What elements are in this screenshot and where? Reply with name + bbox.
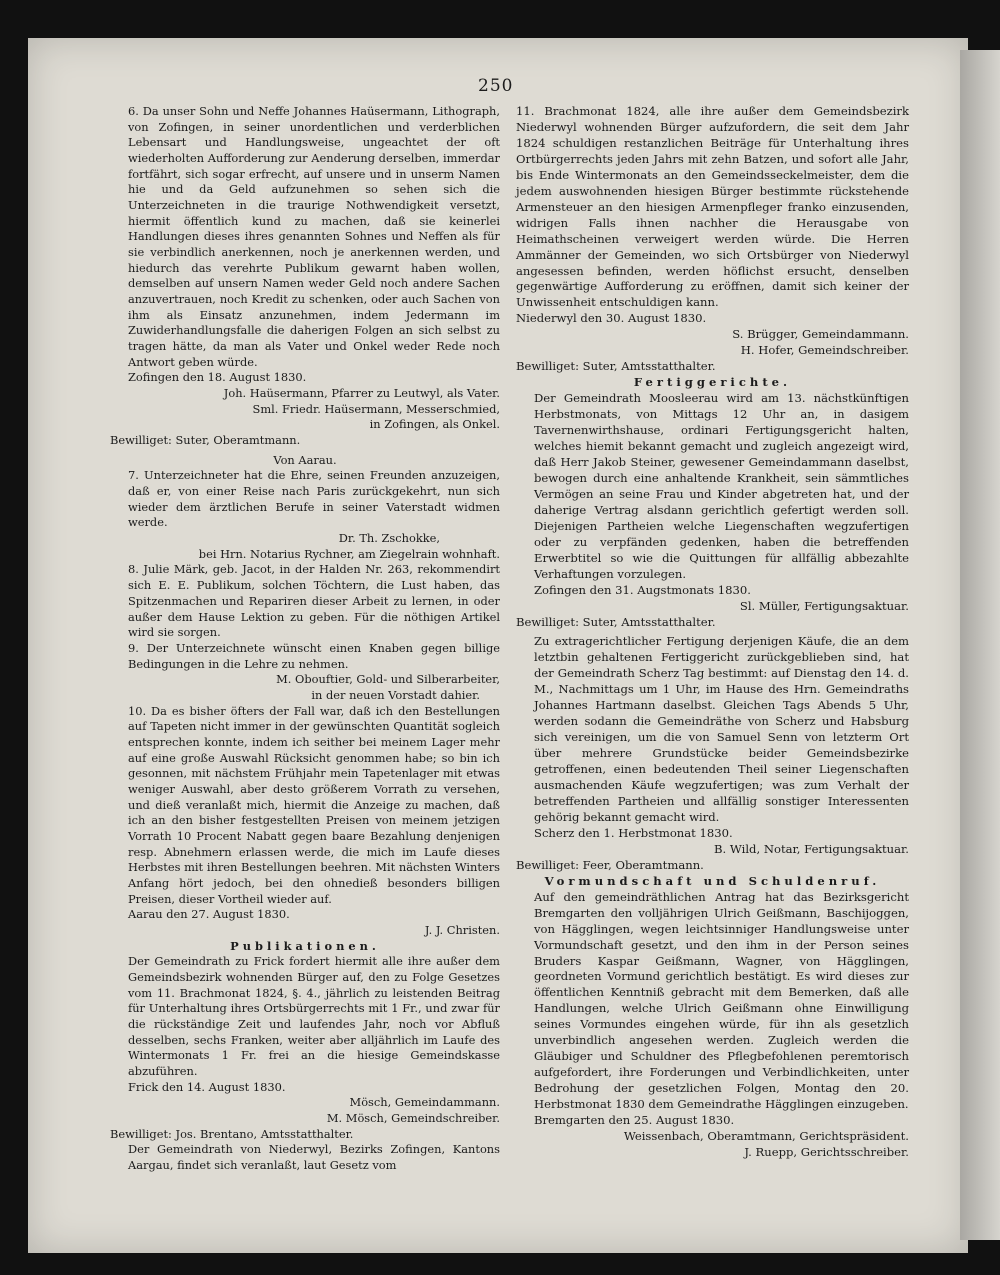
notice-7: 7. Unterzeichneter hat die Ehre, seinen Freunden anzuzeigen, daß er, von einer Reise nach Paris zurückgekehrt, nun sich wieder dem ärztlichen Berufe in seiner Vaterstadt widmen werde. — [128, 468, 500, 530]
section-von-aarau: Von Aarau. — [273, 452, 337, 467]
page-number: 250 — [478, 76, 514, 96]
notice-8: 8. Julie Märk, geb. Jacot, in der Halden Nr. 263, rekommendirt sich E. E. Publikum, solchen Töchtern, die Lust haben, das Spitzenmachen und Repariren dieser Arbeit zu lernen, in oder außer dem Hause Lektion zu geben. Für die nöthigen Artikel wird sie sorgen. — [128, 562, 500, 640]
fertiggericht-moosleerau: Der Gemeindrath Moosleerau wird am 13. nächstkünftigen Herbstmonats, von Mittags 12 Uhr an, in dasigem Tavernenwirthshause, ordinari Fertigungsgericht halten, welches hiemit bekannt gemacht und zugleich angezeigt wird, daß Herr Jakob Steiner, gewesener Gemeindammann daselbst, bewogen durch eine anhaltende Krankheit, sein sämmtliches Vermögen an seine Frau und Kinder abgetreten hat, und der daherige Vertrag alsdann gerichtlich gefertigt werden soll. Diejenigen Partheien welche Liegenschaften wegzufertigen oder zu verpfänden gedenken, haben die betreffenden Erwerbtitel so wie die Quittungen für allfällig abbezahlte Verhaftungen vorzulegen. — [534, 391, 909, 581]
publication-frick-signature-1: Mösch, Gemeindammann. — [349, 1095, 500, 1110]
notice-6: 6. Da unser Sohn und Neffe Johannes Haüsermann, Lithograph, von Zofingen, in seiner unordentlichen und verderblichen Lebensart und Handlungsweise, ungeachtet der oft wiederholten Aufforderung zur Aenderung derselben, immerdar fortfährt, sich sogar erfrecht, auf unsere und in unserm Namen hie und da Geld aufzunehmen so sehen sich die Unterzeichneten in die traurige Nothwendigkeit versetzt, hiermit öffentlich kund zu machen, daß sie keinerlei Handlungen dieses ihres genannten Sohnes und Neffen als für sie verbindlich anerkennen, noch je anerkennen werden, und hiedurch das verehrte Publikum gewarnt haben wollen, demselben auf unsern Namen weder Geld noch andere Sachen anzuvertrauen, noch Kredit zu schenken, oder auch Sachen von ihm als Einsatz anzunehmen, indem Jedermann im Zuwiderhandlungsfalle die daherigen Folgen an sich selbst zu tragen hätte, da man als Vater und Onkel weder Rede noch Antwort geben würde. — [128, 104, 500, 369]
vormundschaft-signature-2: J. Ruepp, Gerichtsschreiber. — [744, 1144, 909, 1159]
publication-niederwyl-approval: Bewilliget: Suter, Amtsstatthalter. — [516, 359, 716, 374]
notice-6-date: Zofingen den 18. August 1830. — [128, 370, 307, 385]
publication-niederwyl-start: Der Gemeindrath von Niederwyl, Bezirks Zofingen, Kantons Aargau, findet sich veranlaßt, laut Gesetz vom — [128, 1142, 500, 1173]
notice-6-signature-1: Joh. Haüsermann, Pfarrer zu Leutwyl, als Vater. — [223, 386, 500, 401]
notice-7-signature-1: Dr. Th. Zschokke, — [338, 531, 440, 546]
notice-6-signature-2: Sml. Friedr. Haüsermann, Messerschmied, — [252, 401, 500, 416]
publication-niederwyl-signature-2: H. Hofer, Gemeindschreiber. — [740, 343, 909, 358]
vormundschaft-heading: Vormundschaft und Schuldenruf. — [544, 873, 881, 888]
fertiggericht-moosleerau-date: Zofingen den 31. Augstmonats 1830. — [534, 582, 751, 597]
fertiggerichte-heading: Fertiggerichte. — [633, 375, 792, 390]
notice-7-signature-2: bei Hrn. Notarius Rychner, am Ziegelrain wohnhaft. — [198, 546, 500, 561]
fertiggericht-scherz: Zu extragerichtlicher Fertigung derjenigen Käufe, die an dem letztbin gehaltenen Fertiggericht zurückgeblieben sind, hat der Gemeindrath Scherz Tag bestimmt: auf Dienstag den 14. d. M., Nachmittags um 1 Uhr, im Hause des Hrn. Gemeindraths Johannes Hartmann daselbst. Gleichen Tags Abends 5 Uhr, werden sodann die Gemeindräthe von Scherz und Habsburg sich vereinigen, um die von Samuel Senn von letzterm Ort über mehrere Grundstücke beider Gemeindsbezirke getroffenen, einen bedeutenden Theil seiner Liegenschaften ausmachenden Käufe wegzufertigen; was zum Verhalt der betreffenden Partheien und allfällig sonstiger Interessenten gehörig bekannt gemacht wird. — [534, 634, 909, 824]
right-column — [516, 104, 909, 1161]
publication-frick-signature-2: M. Mösch, Gemeindschreiber. — [326, 1111, 500, 1125]
notice-10: 10. Da es bisher öfters der Fall war, daß ich den Bestellungen auf Tapeten nicht immer in der gewünschten Quantität sogleich entsprechen konnte, indem ich seither bei meinem Lager mehr auf eine große Auswahl Rücksicht genommen habe; so bin ich gesonnen, mit nächstem Frühjahr mein Tapetenlager mit etwas weniger Auswahl, aber desto größerem Vorrath zu versehen, und dieß veranlaßt mich, hiermit die Anzeige zu machen, daß ich an den bisher festgestellten Preisen von meinem jetzigen Vorrath 10 Procent Nabatt gegen baare Bezahlung denjenigen resp. Abnehmern erlassen werde, die mich im Laufe dieses Herbstes mit ihren Bestellungen beehren. Mit nächsten Winters Anfang hört jedoch, bei den ohnedieß besonders billigen Preisen, dieser Vortheil wieder auf. — [128, 703, 500, 906]
notice-6-signature-3: in Zofingen, als Onkel. — [369, 417, 500, 432]
next-page-edge — [960, 50, 1000, 1240]
left-column — [110, 104, 500, 1174]
vormundschaft-date: Bremgarten den 25. August 1830. — [534, 1113, 735, 1128]
fertiggericht-moosleerau-approval: Bewilliget: Suter, Amtsstatthalter. — [516, 614, 716, 629]
notice-9-signature-1: M. Obouftier, Gold- und Silberarbeiter, — [276, 672, 500, 687]
fertiggericht-scherz-signature: B. Wild, Notar, Fertigungsaktuar. — [714, 841, 909, 856]
publication-frick-date: Frick den 14. August 1830. — [128, 1079, 286, 1094]
notice-10-signature: J. J. Christen. — [424, 922, 500, 937]
publication-niederwyl-continued: 11. Brachmonat 1824, alle ihre außer dem Gemeindsbezirk Niederwyl wohnenden Bürger aufzufordern, die seit dem Jahr 1824 schuldigen restanzlichen Beiträge für Unterhaltung ihres Ortbürgerrechts jeden Jahrs mit zehn Batzen, und sofort alle Jahr, bis Ende Wintermonats an den Gemeindsseckelmeister, dem die jedem auswohnenden hiesigen Bürger bestimmte rückstehende Armensteuer an den hiesigen Armenpfleger franko einzusenden, widrigen Falls ihnen nachher die Herausgabe von Heimathscheinen verweigert werden würde. Die Herren Ammänner der Gemeinden, wo sich Ortsbürger von Niederwyl angesessen befinden, werden höflichst ersucht, denselben gegenwärtige Aufforderung zu eröffnen, damit sich keiner der Unwissenheit entschuldigen kann. — [516, 104, 909, 310]
publication-niederwyl-signature-1: S. Brügger, Gemeindammann. — [732, 327, 909, 342]
publication-niederwyl-date: Niederwyl den 30. August 1830. — [516, 311, 707, 326]
notice-6-approval: Bewilliget: Suter, Oberamtmann. — [110, 433, 301, 448]
publication-frick: Der Gemeindrath zu Frick fordert hiermit alle ihre außer dem Gemeindsbezirk wohnenden Bürger auf, den zu Folge Gesetzes vom 11. Brachmonat 1824, §. 4., jährlich zu leistenden Beitrag für Unterhaltung ihres Ortsbürgerrechts mit 1 Fr., und zwar für die rückständige Zeit und laufendes Jahr, noch vor Abfluß desselben, sechs Franken, weiter aber alljährlich im Laufe des Wintermonats 1 Fr. frei an die hiesige Gemeindskasse abzuführen. — [128, 954, 500, 1078]
fertiggericht-scherz-date: Scherz den 1. Herbstmonat 1830. — [534, 825, 733, 840]
publikationen-heading: Publikationen. — [230, 938, 380, 953]
notice-9: 9. Der Unterzeichnete wünscht einen Knaben gegen billige Bedingungen in die Lehre zu nehmen. — [128, 640, 500, 671]
notice-10-date: Aarau den 27. August 1830. — [128, 907, 290, 922]
publication-frick-approval: Bewilliget: Jos. Brentano, Amtsstatthalter. — [110, 1126, 354, 1141]
notice-9-signature-2: in der neuen Vorstadt dahier. — [311, 687, 480, 702]
vormundschaft-notice: Auf den gemeindräthlichen Antrag hat das Bezirksgericht Bremgarten den volljährigen Ulrich Geißmann, Baschijoggen, von Hägglingen, wegen leichtsinniger Handlungsweise unter Vormundschaft gesetzt, und den ihm in der Person seines Bruders Kaspar Geißmann, Wagner, von Hägglingen, geordneten Vormund gerichtlich bestätigt. Es wird dieses zur öffentlichen Kenntniß gebracht mit dem Bemerken, daß alle Handlungen, welche Ulrich Geißmann ohne Einwilligung seines Vormundes eingehen würde, für ihn als gesetzlich unverbindlich angesehen werden. Zugleich werden die Gläubiger und Schuldner des Pflegbefohlenen peremtorisch aufgefordert, ihre Forderungen und Verbindlichkeiten, unter Bedrohung der gesetzlichen Folgen, Montag den 20. Herbstmonat 1830 dem Gemeindrathe Hägglingen einzugeben. — [534, 889, 909, 1112]
vormundschaft-signature-1: Weissenbach, Oberamtmann, Gerichtspräsident. — [623, 1129, 909, 1143]
fertiggericht-moosleerau-signature: Sl. Müller, Fertigungsaktuar. — [739, 598, 909, 613]
fertiggericht-scherz-approval: Bewilliget: Feer, Oberamtmann. — [516, 857, 704, 872]
